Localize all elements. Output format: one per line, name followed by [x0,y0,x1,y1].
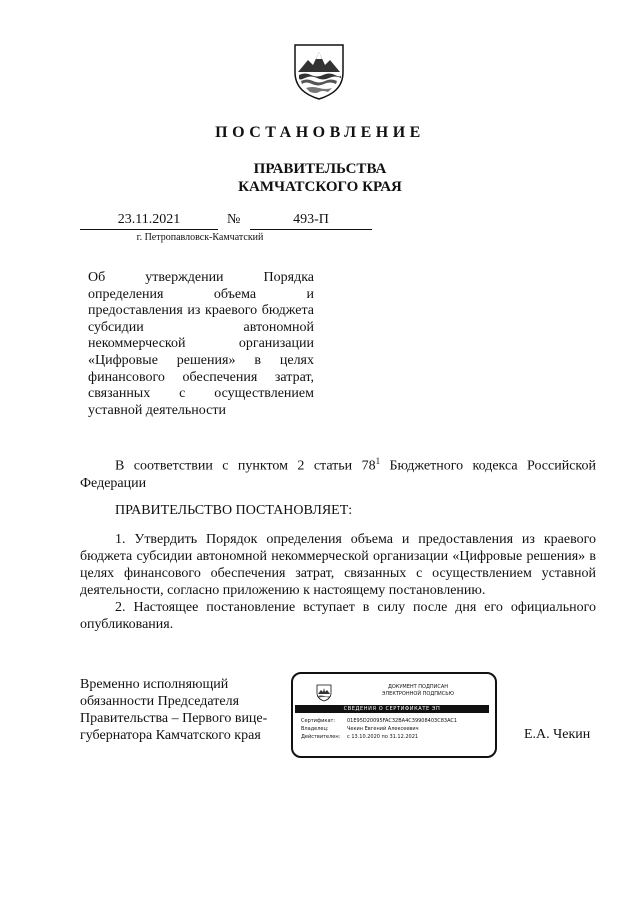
owner-row [301,726,419,732]
owner-label: Владелец: [301,726,329,732]
validity-value: с 13.10.2020 по 31.12.2021 [347,734,419,740]
authority-line-2: КАМЧАТСКОГО КРАЯ [238,179,402,195]
position-line: губернатора Камчатского края [80,728,261,743]
number-sign: № [227,212,241,227]
owner-value: Чекин Евгений Алексеевич [347,726,419,732]
certificate-label: Сертификат: [301,718,336,724]
stamp-heading-line-2: ЭЛЕКТРОННОЙ ПОДПИСЬЮ [381,691,455,697]
certificate-row [301,718,457,724]
issuing-authority [0,160,640,196]
authority-line-1: ПРАВИТЕЛЬСТВА [253,161,387,177]
document-number: 493-П [293,212,329,227]
certificate-info-bar: СВЕДЕНИЯ О СЕРТИФИКАТЕ ЭП [295,705,489,713]
city-label: г. Петропавловск-Камчатский [136,232,264,243]
date-number-line [80,212,370,230]
basis-text-after: Бюджетного кодекса Российской Федерации [80,458,597,491]
position-line: Правительства – Первого вице- [80,711,268,726]
article-superscript: 1 [375,456,381,466]
position-line: обязанности Председателя [80,694,240,709]
document-type-title: ПОСТАНОВЛЕНИЕ [215,124,425,141]
document-subject: Об утверждении Порядка определения объема и предоставления из краевого бюджета субсидии автономной некоммерческой организации «Цифровые решения» в целях финансового обеспечения затрат, связанных с осуществлением уставной деятельности [88,270,314,418]
resolution-item-2: 2. Настоящее постановление вступает в силу после дня его официального опубликования. [80,600,596,632]
signatory-position [80,676,267,744]
resolves-heading: ПРАВИТЕЛЬСТВО ПОСТАНОВЛЯЕТ: [115,503,353,518]
document-date: 23.11.2021 [117,212,181,227]
certificate-value: 01E95D20095FAC32BA4C39908403C83AC1 [347,718,458,724]
resolution-item-1: 1. Утвердить Порядок определения объема и предоставления из краевого бюджета субсидии автономной некоммерческой организации «Цифровые решения» в целях финансового обеспечения затрат, связанных с осуществлением уставной деятельности, согласно приложению к настоящему постановлению. [80,532,596,598]
number-underline [250,229,372,230]
position-line: Временно исполняющий [80,677,229,692]
validity-label: Действителен: [301,734,341,740]
stamp-heading-line-1: ДОКУМЕНТ ПОДПИСАН [387,684,449,690]
signatory-name: Е.А. Чекин [524,727,591,742]
validity-row [301,734,418,740]
basis-text-before: В соответствии с пунктом 2 статьи 78 [115,458,376,474]
coat-of-arms-emblem [292,42,346,100]
stamp-emblem-icon [315,684,333,702]
date-underline [80,229,218,230]
electronic-signature-stamp [291,672,497,758]
legal-basis-paragraph [80,453,596,492]
